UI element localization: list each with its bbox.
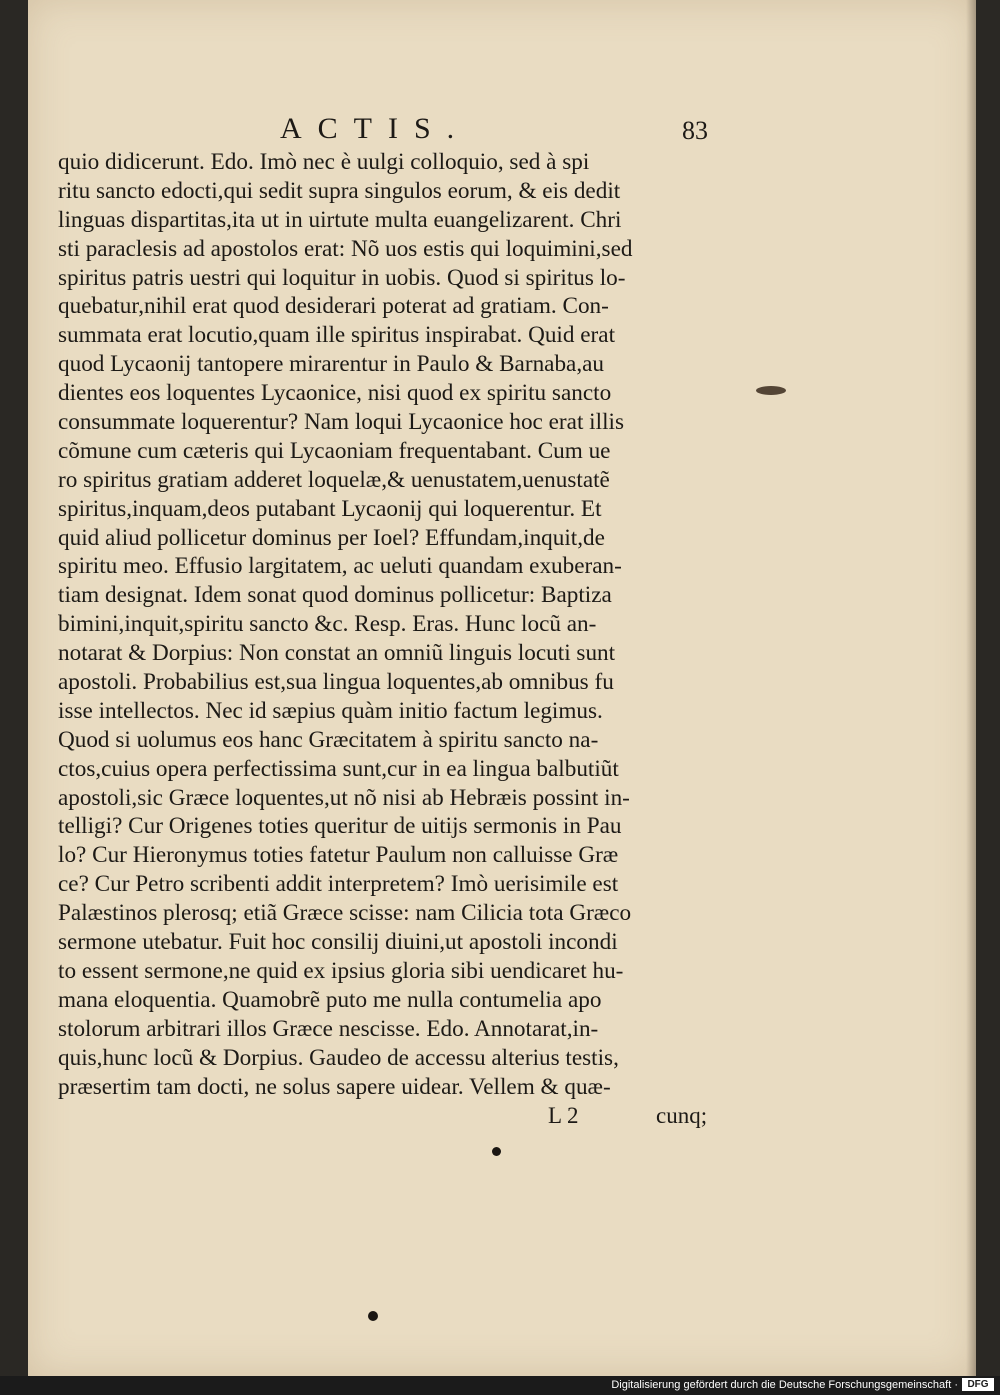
text-line: spiritu meo. Effusio largitatem, ac ueluti quandam exuberan- [58, 553, 622, 580]
ink-smudge [756, 386, 786, 395]
text-line: summata erat locutio,quam ille spiritus inspirabat. Quid erat [58, 322, 616, 349]
text-line: ctos,cuius opera perfectissima sunt,cur in ea lingua balbutiũt [58, 755, 619, 782]
text-line: tiam designat. Idem sonat quod dominus pollicetur: Baptiza [58, 582, 612, 609]
text-line: consummate loquerentur? Nam loqui Lycaonice hoc erat illis [58, 409, 624, 436]
text-line: apostoli. Probabilius est,sua lingua loquentes,ab omnibus fu [58, 669, 614, 696]
signature-mark: L 2 [548, 1103, 579, 1128]
text-line: præsertim tam docti, ne solus sapere uidear. Vellem & quæ- [58, 1073, 611, 1100]
text-line: quebatur,nihil erat quod desiderari poterat ad gratiam. Con- [58, 293, 609, 320]
folio-number: 83 [682, 116, 708, 145]
text-line: quis,hunc locũ & Dorpius. Gaudeo de accessu alterius testis, [58, 1044, 619, 1071]
running-head: ACTIS. [280, 112, 471, 145]
text-line: ce? Cur Petro scribenti addit interpretem? Imò uerisimile est [58, 871, 619, 898]
text-line: quio didicerunt. Edo. Imò nec è uulgi colloquio, sed à spi [58, 149, 590, 175]
text-line: isse intellectos. Nec id sæpius quàm initio factum legimus. [58, 697, 603, 724]
catchword: cunq; [656, 1103, 708, 1128]
text-line: spiritus,inquam,deos putabant Lycaonij qui loquerentur. Et [58, 495, 602, 522]
dfg-logo-icon: DFG [962, 1378, 994, 1391]
text-line: cõmune cum cæteris qui Lycaoniam frequentabant. Cum ue [58, 437, 611, 464]
text-line: Quod si uolumus eos hanc Græcitatem à spiritu sancto na- [58, 726, 599, 753]
text-line: to essent sermone,ne quid ex ipsius gloria sibi uendicaret hu- [58, 957, 624, 984]
page-edge-shadow [966, 0, 976, 1376]
text-line: apostoli,sic Græce loquentes,ut nõ nisi ab Hebræis possint in- [58, 784, 630, 811]
text-line: sti paraclesis ad apostolos erat: Nõ uos estis qui loquimini,sed [58, 235, 633, 262]
text-line: telligi? Cur Origenes toties queritur de uitijs sermonis in Pau [58, 813, 622, 840]
text-line: notarat & Dorpius: Non constat an omniũ linguis locuti sunt [58, 640, 616, 667]
text-line: quod Lycaonij tantopere mirarentur in Paulo & Barnaba,au [58, 351, 605, 378]
text-line: stolorum arbitrari illos Græce nescisse. Edo. Annotarat,in- [58, 1015, 599, 1042]
text-line: quid aliud pollicetur dominus per Ioel? Effundam,inquit,de [58, 524, 605, 551]
ink-dot [492, 1147, 501, 1156]
ink-dot [368, 1311, 378, 1321]
footer-credit: Digitalisierung gefördert durch die Deutsche Forschungsgemeinschaft · [611, 1379, 958, 1391]
text-line: ritu sancto edocti,qui sedit supra singulos eorum, & eis dedit [58, 177, 621, 204]
text-line: ro spiritus gratiam adderet loquelæ,& uenustatem,uenustatẽ [58, 466, 610, 493]
body-text [58, 148, 748, 1101]
text-line: sermone utebatur. Fuit hoc consilij diuini,ut apostoli incondi [58, 929, 618, 956]
text-line: lo? Cur Hieronymus toties fatetur Paulum non calluisse Græ [58, 842, 619, 869]
text-line: bimini,inquit,spiritu sancto &c. Resp. Eras. Hunc locũ an- [58, 611, 597, 638]
text-line: Palæstinos plerosq; etiã Græce scisse: nam Cilicia tota Græco [58, 900, 632, 927]
text-line: spiritus patris uestri qui loquitur in uobis. Quod si spiritus lo- [58, 264, 626, 291]
text-line: linguas dispartitas,ita ut in uirtute multa euangelizarent. Chri [58, 206, 622, 233]
text-line: mana eloquentia. Quamobrẽ puto me nulla contumelia apo [58, 986, 602, 1013]
text-line: dientes eos loquentes Lycaonice, nisi quod ex spiritu sancto [58, 380, 612, 407]
